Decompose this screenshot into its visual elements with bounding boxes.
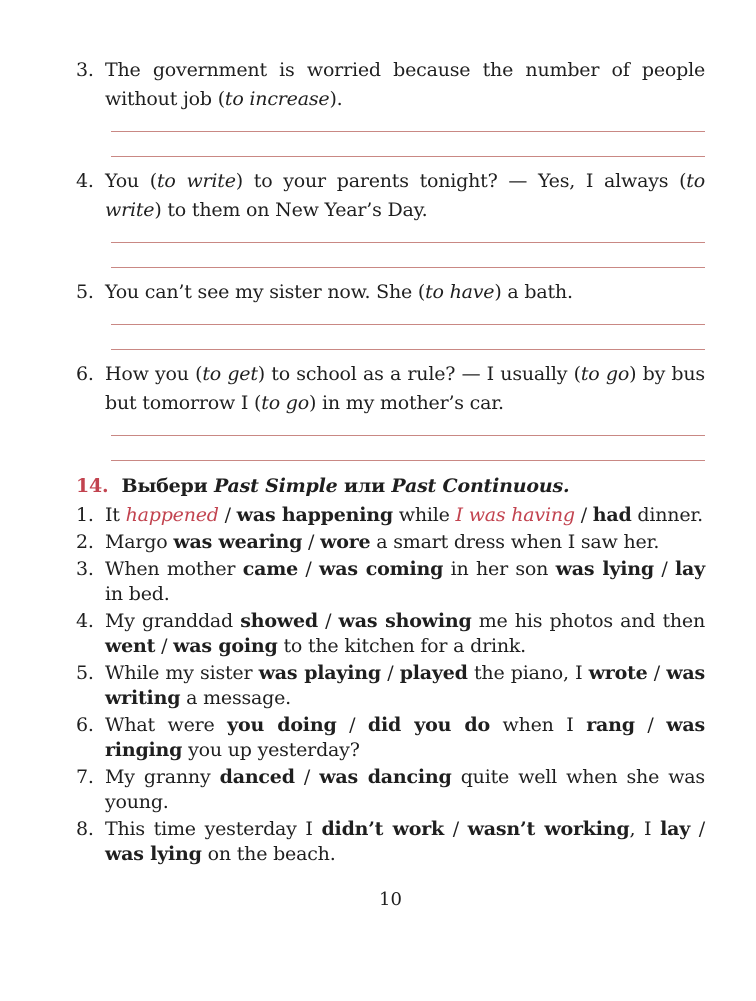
text-segment: was ringing: [105, 714, 705, 761]
text-segment: /: [647, 662, 667, 684]
text-segment: /: [317, 610, 339, 632]
item-number: 6.: [76, 714, 94, 736]
text-segment: was showing: [338, 610, 472, 632]
text-segment: /: [336, 714, 368, 736]
text-segment: me his photos and then: [471, 610, 706, 632]
exercise-14-heading: [76, 471, 705, 501]
answer-line: [111, 156, 705, 157]
text-segment: When mother: [105, 558, 243, 580]
exercise-item: [76, 56, 705, 157]
exercise-14-items: [76, 503, 705, 867]
text-segment: I was having: [455, 504, 575, 526]
text-segment: ) in my mother’s car.: [309, 392, 504, 414]
text-segment: showed: [240, 610, 318, 632]
answer-lines: [111, 324, 705, 350]
exercise-item: [76, 530, 705, 555]
text-segment: ) by bus but tomorrow I (: [105, 363, 705, 414]
exercise-item: [76, 360, 705, 461]
exercise-item: [76, 661, 705, 711]
item-number: 5.: [76, 662, 94, 684]
item-text: [105, 56, 705, 114]
text-segment: was playing: [258, 662, 381, 684]
item-text: [105, 360, 705, 418]
text-segment: The government is worried because the number of people without job (: [105, 59, 705, 110]
item-text: [105, 609, 705, 659]
exercise-item: [76, 557, 705, 607]
exercise-number: 14.: [76, 475, 109, 497]
text-segment: to get: [202, 363, 258, 385]
item-text: [105, 661, 705, 711]
text-segment: to increase: [224, 88, 330, 110]
exercise-item: [76, 503, 705, 528]
text-segment: /: [574, 504, 593, 526]
text-segment: on the beach.: [201, 843, 336, 865]
text-segment: или: [337, 475, 392, 497]
text-segment: to write: [156, 170, 236, 192]
answer-line: [111, 349, 705, 350]
text-segment: dinner.: [631, 504, 703, 526]
exercise-13-items: [76, 56, 705, 461]
text-segment: when I: [489, 714, 587, 736]
item-number: 5.: [76, 281, 94, 303]
text-segment: /: [443, 818, 468, 840]
text-segment: My granny: [105, 766, 220, 788]
answer-lines: [111, 242, 705, 268]
text-segment: ) to them on New Year’s Day.: [154, 199, 428, 221]
text-segment: /: [380, 662, 400, 684]
text-segment: to have: [425, 281, 495, 303]
text-segment: to the kitchen for a drink.: [277, 635, 527, 657]
text-segment: wrote: [588, 662, 648, 684]
text-segment: You (: [105, 170, 157, 192]
text-segment: ) to school as a rule? — I usually (: [257, 363, 581, 385]
text-segment: was lying: [555, 558, 654, 580]
text-segment: you up yesterday?: [182, 739, 360, 761]
text-segment: in bed.: [105, 583, 170, 605]
text-segment: was going: [173, 635, 278, 657]
text-segment: rang: [586, 714, 635, 736]
item-number: 3.: [76, 558, 94, 580]
text-segment: What were: [105, 714, 228, 736]
item-number: 1.: [76, 504, 94, 526]
text-segment: , I: [629, 818, 661, 840]
answer-line: [111, 131, 705, 132]
text-segment: ) a bath.: [494, 281, 573, 303]
item-text: [105, 278, 705, 307]
text-segment: /: [294, 766, 320, 788]
text-segment: You can’t see my sister now. She (: [105, 281, 426, 303]
exercise-item: [76, 609, 705, 659]
exercise-item: [76, 765, 705, 815]
text-segment: was happening: [236, 504, 393, 526]
text-segment: was coming: [319, 558, 444, 580]
item-text: [105, 557, 705, 607]
text-segment: a smart dress when I saw her.: [370, 531, 660, 553]
text-segment: had: [592, 504, 632, 526]
exercise-item: [76, 278, 705, 350]
exercise-item: [76, 817, 705, 867]
text-segment: ).: [329, 88, 343, 110]
text-segment: to go: [261, 392, 309, 414]
item-text: [105, 167, 705, 225]
text-segment: didn’t work: [321, 818, 444, 840]
text-segment: Past Simple: [213, 475, 338, 497]
text-segment: /: [155, 635, 174, 657]
text-segment: came: [242, 558, 299, 580]
text-segment: lay: [660, 818, 691, 840]
text-segment: was lying: [105, 843, 202, 865]
item-text: [105, 530, 705, 555]
answer-line: [111, 242, 705, 243]
text-segment: the piano, I: [467, 662, 589, 684]
text-segment: while: [392, 504, 456, 526]
text-segment: you doing: [227, 714, 337, 736]
text-segment: wasn’t working: [467, 818, 630, 840]
text-segment: in her son: [443, 558, 556, 580]
item-number: 2.: [76, 531, 94, 553]
text-segment: wore: [320, 531, 371, 553]
exercise-item: [76, 713, 705, 763]
text-segment: It: [105, 504, 126, 526]
text-segment: happened: [125, 504, 219, 526]
text-segment: a message.: [180, 687, 292, 709]
text-segment: How you (: [105, 363, 203, 385]
text-segment: quite well when she was young.: [105, 766, 705, 813]
text-segment: Past Continuous.: [391, 475, 570, 497]
text-segment: Margo: [105, 531, 174, 553]
text-segment: /: [653, 558, 675, 580]
text-segment: /: [690, 818, 706, 840]
item-number: 4.: [76, 610, 94, 632]
text-segment: ) to your parents tonight? — Yes, I always (: [235, 170, 687, 192]
exercise-title: [121, 475, 569, 497]
text-segment: was dancing: [319, 766, 452, 788]
answer-line: [111, 324, 705, 325]
text-segment: went: [105, 635, 156, 657]
item-number: 3.: [76, 59, 94, 81]
text-segment: was wearing: [173, 531, 303, 553]
text-segment: This time yesterday I: [105, 818, 322, 840]
item-number: 6.: [76, 363, 94, 385]
item-text: [105, 765, 705, 815]
text-segment: While my sister: [105, 662, 259, 684]
text-segment: My granddad: [105, 610, 241, 632]
answer-line: [111, 460, 705, 461]
answer-line: [111, 435, 705, 436]
text-segment: /: [218, 504, 237, 526]
text-segment: /: [634, 714, 667, 736]
text-segment: was writing: [105, 662, 705, 709]
item-number: 7.: [76, 766, 94, 788]
text-segment: /: [302, 531, 321, 553]
text-segment: danced: [219, 766, 295, 788]
page-number: 10: [379, 889, 402, 910]
item-number: 4.: [76, 170, 94, 192]
exercise-item: [76, 167, 705, 268]
text-segment: to write: [105, 170, 705, 221]
text-segment: lay: [674, 558, 705, 580]
item-text: [105, 713, 705, 763]
text-segment: played: [399, 662, 468, 684]
text-segment: Выбери: [121, 475, 214, 497]
item-text: [105, 503, 705, 528]
answer-lines: [111, 131, 705, 157]
answer-line: [111, 267, 705, 268]
answer-lines: [111, 435, 705, 461]
text-segment: did you do: [367, 714, 490, 736]
text-segment: to go: [580, 363, 630, 385]
text-segment: /: [298, 558, 320, 580]
item-number: 8.: [76, 818, 94, 840]
page-content: [76, 56, 705, 869]
item-text: [105, 817, 705, 867]
